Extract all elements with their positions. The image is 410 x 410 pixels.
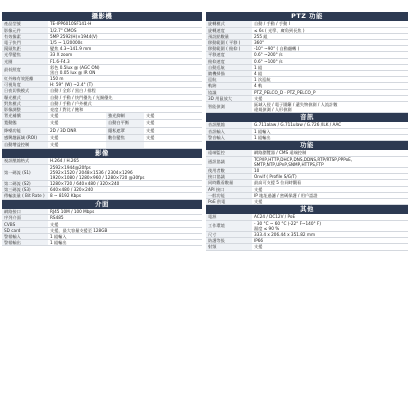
spec-value: TCP/IP,HTTP,DHCP,DNS,DDNS,RTP/RTSP,PPPoE, SMTP,NTP,UPnP,SNMP,HTTPS,FTP	[252, 156, 408, 167]
spec-value: 1 組輸入	[48, 233, 202, 239]
spec-key: 背光補償	[2, 113, 48, 119]
functions-section	[206, 141, 408, 205]
spec-value: 自動 / 全彩 / 黑白 / 排程	[48, 88, 202, 94]
spec-value: IP 地址過濾 / 密碼保護 / 用戶認證	[252, 192, 408, 198]
spec-key: 工作環境	[206, 220, 252, 231]
spec-key: SD card	[2, 227, 48, 233]
spec-row	[206, 220, 408, 231]
spec-row	[2, 164, 202, 180]
spec-key: 數位變焦	[106, 135, 144, 141]
functions-section-header: 功能	[206, 141, 408, 150]
spec-pair-row	[2, 113, 202, 120]
spec-key: 警報輸出	[2, 240, 48, 246]
spec-key: API 接口	[206, 186, 252, 192]
spec-key: 3D 用鼠放大	[206, 95, 252, 101]
spec-key: 協議	[206, 89, 252, 95]
spec-value: PTZ_PELCO_D · PTZ_PELCO_P	[252, 89, 408, 95]
spec-value: TE-IPP6010SF141-H	[48, 21, 202, 27]
spec-value: 4 軌	[252, 83, 408, 89]
spec-row	[206, 199, 408, 205]
spec-key: 序列介面	[2, 215, 48, 221]
spec-key: 軌跡	[206, 83, 252, 89]
interface-section-header: 介面	[2, 200, 202, 209]
spec-key: 電源	[206, 214, 252, 220]
spec-value: 支援	[146, 113, 155, 119]
spec-value: 彩色 0.5lux @ (AGC ON) 黑白 0.05 lux @ IR ON	[48, 64, 202, 75]
spec-pair-row	[2, 142, 202, 149]
spec-pair-row	[2, 128, 202, 135]
spec-value: 1 組輸入	[252, 128, 408, 134]
spec-key: 影像元件	[2, 27, 48, 33]
spec-key: 自動白平衡	[106, 120, 144, 126]
spec-value: 1/5 ~ 1/20000s	[48, 40, 202, 46]
spec-value: 支援	[252, 199, 408, 205]
spec-row	[2, 64, 202, 75]
spec-value: 區域入侵 / 電子圍籬 / 遺失物偵測 / 人流計數 違規偵測 / 人形偵測	[252, 101, 408, 112]
spec-value: 支援	[50, 134, 59, 140]
spec-key: 可視角度	[2, 82, 48, 88]
spec-key: 防護等級	[206, 238, 252, 244]
spec-key: 最低照度	[2, 64, 48, 75]
spec-key: 移動範圍 ( 平移 )	[206, 40, 252, 46]
spec-key: 自動巡航	[206, 64, 252, 70]
spec-value: 最高可支援 5 位同時觀看	[252, 180, 408, 186]
camera-spec-table	[2, 21, 202, 113]
spec-value: 2592×1944@20fps 2592×1520 / 2048×1536 / 2304×1296 1920×1080 / 1280×960 / 1280×720 @30fps	[48, 164, 202, 180]
spec-value: AC24 / DC12V / PoE	[252, 214, 408, 220]
spec-value: 150 m	[48, 76, 202, 82]
spec-key: 第二碼流 (S2)	[2, 181, 48, 187]
spec-value: 支援	[252, 95, 408, 101]
video-section-header: 影像	[2, 149, 202, 158]
spec-value: 2D / 3D DNR	[50, 127, 77, 133]
functions-spec-table	[206, 150, 408, 205]
audio-section	[206, 113, 408, 141]
spec-value: 支援	[146, 127, 155, 133]
spec-value: 支援	[48, 221, 202, 227]
spec-value: 333.4 x 206.44 x 351.82 mm	[252, 232, 408, 238]
spec-key: 旋轉模式	[206, 21, 252, 27]
video-section	[2, 149, 202, 200]
video-spec-table	[2, 158, 202, 200]
spec-value: 網路瀏覽器 / CMS 遠端控制	[252, 150, 408, 156]
camera-section	[2, 12, 202, 149]
spec-value: H.264 / H.265	[48, 158, 202, 164]
spec-row	[206, 156, 408, 167]
spec-value: 4 組	[252, 71, 408, 77]
spec-key: 隨機掃描	[206, 71, 252, 77]
spec-value: 亮度 / 對比 / 飽和	[48, 106, 202, 112]
spec-key	[106, 142, 144, 148]
spec-key: 隱私遮罩	[106, 128, 144, 134]
spec-key: 一般功能	[206, 192, 252, 198]
spec-value: 支援	[50, 113, 59, 119]
spec-value: ≤ 6s ( 光學、廣角到長焦 )	[252, 27, 408, 33]
spec-key: 同時觀看數量	[206, 180, 252, 186]
left-column	[2, 12, 202, 400]
spec-key: 鏡頭焦距	[2, 46, 48, 52]
spec-value: 自動 / 手動 / 快門優先 / 光圈優先	[48, 94, 202, 100]
interface-section	[2, 200, 202, 247]
spec-key: 影像調整	[2, 106, 48, 112]
spec-key: 警音輸入	[206, 135, 252, 141]
spec-key: 自動增益控制	[2, 142, 48, 148]
spec-value: H: 59° (W) ~2.4° (T)	[48, 82, 202, 88]
spec-key: 感興趣區域 (ROI)	[2, 135, 48, 141]
spec-key: 電子快門	[2, 40, 48, 46]
spec-key: 日夜切換模式	[2, 88, 48, 94]
spec-key: 曝光模式	[2, 94, 48, 100]
spec-key: 音訊輸入	[206, 128, 252, 134]
spec-key: 音訊壓縮	[206, 122, 252, 128]
spec-value: 1280×720 / 640×480 / 320×240	[48, 181, 202, 187]
spec-key: 第三碼流 (S3)	[2, 187, 48, 193]
spec-key: CVBS	[2, 221, 48, 227]
other-spec-table	[206, 214, 408, 250]
other-section-header: 其他	[206, 205, 408, 214]
audio-section-header: 音訊	[206, 113, 408, 122]
spec-key: 對焦模式	[2, 100, 48, 106]
spec-value: 1 組輸出	[48, 240, 202, 246]
spec-value: 1 組	[252, 64, 408, 70]
spec-key: 預設點數量	[206, 33, 252, 39]
spec-pair-row	[2, 135, 202, 142]
spec-key: 射頻	[206, 244, 252, 250]
spec-key: 網路接口	[2, 209, 48, 215]
spec-row	[206, 101, 408, 112]
spec-value: 640×480 / 320×240	[48, 187, 202, 193]
spec-pair-row	[2, 120, 202, 127]
spec-key: 有效像素	[2, 33, 48, 39]
spec-row	[2, 106, 202, 112]
spec-key: 警報輸入	[2, 233, 48, 239]
spec-row	[206, 244, 408, 250]
spec-value: G.711alaw / G.711ulaw / G.726 /ILK / AAC	[252, 122, 408, 128]
spec-value: 255 組	[252, 33, 408, 39]
spec-row	[2, 193, 202, 199]
interface-spec-table	[2, 209, 202, 247]
spec-value: 變焦 4.3~141.9 mm	[48, 46, 202, 52]
spec-value: 支援	[50, 141, 59, 147]
spec-value: 1/2.7" CMOS	[48, 27, 202, 33]
spec-key: 紅外線有效距離	[2, 76, 48, 82]
spec-key: 尺寸	[206, 232, 252, 238]
camera-section-header: 攝影機	[2, 12, 202, 21]
spec-value: 33 X zoom	[48, 52, 202, 58]
audio-spec-table	[206, 122, 408, 141]
ptz-section-header: PTZ 功能	[206, 12, 408, 21]
spec-value: 支援	[252, 244, 408, 250]
spec-key: 降噪功能	[2, 128, 48, 134]
spec-row	[206, 135, 408, 141]
spec-value: 10	[252, 168, 408, 174]
spec-value: 1 次巡航	[252, 77, 408, 83]
camera-pairs	[2, 113, 202, 149]
ptz-spec-table	[206, 21, 408, 113]
right-column	[206, 12, 408, 400]
spec-value	[144, 142, 202, 148]
spec-key: 智能偵測	[206, 101, 252, 112]
spec-value: 360°	[252, 40, 408, 46]
spec-value: Onvif ( Profile S/G/T)	[252, 174, 408, 180]
spec-key: 視訊壓縮格式	[2, 158, 48, 164]
spec-value: 1 組輸出	[252, 135, 408, 141]
spec-value: 自動 / 手動 / 戶外模式	[48, 100, 202, 106]
spec-key: 遠端監控	[206, 150, 252, 156]
spec-key: 巡航	[206, 77, 252, 83]
spec-key: 通訊協議	[206, 156, 252, 167]
spec-key: 光學變焦	[2, 52, 48, 58]
spec-value: 自動 / 手動 / 手動 I	[252, 21, 408, 27]
spec-key: 強光抑制	[106, 113, 144, 119]
spec-key: 光圈	[2, 58, 48, 64]
spec-value: 支援	[50, 120, 59, 126]
spec-value: 支援	[146, 134, 155, 140]
spec-key: 平移速度	[206, 52, 252, 58]
spec-key: 俯仰速度	[206, 58, 252, 64]
spec-sheet	[0, 12, 410, 400]
spec-value: 0.6° ~100° /s	[252, 58, 408, 64]
ptz-section	[206, 12, 408, 113]
spec-key: 旋轉速度	[206, 27, 252, 33]
spec-value: -10° ~90° ( 自動翻轉 )	[252, 46, 408, 52]
spec-key: 移動範圍 ( 俯仰 )	[206, 46, 252, 52]
spec-value: 支援，最大容量支援至 128GB	[48, 227, 202, 233]
spec-value: F1.6-F4.3	[48, 58, 202, 64]
spec-key: 第一碼流 (S1)	[2, 164, 48, 180]
spec-value: 5MP 2592(H)×1944(V)	[48, 33, 202, 39]
spec-value: 8 ~ 8192 Kbps	[48, 193, 202, 199]
spec-value: IP66	[252, 238, 408, 244]
spec-value: RJ45 10M / 100 Mbps	[48, 209, 202, 215]
spec-key: 寬動態	[2, 120, 48, 126]
spec-row	[2, 240, 202, 246]
spec-value: 0.6° ~200° /s	[252, 52, 408, 58]
spec-key: 傳輸流量 ( Bit Rate )	[2, 193, 48, 199]
spec-key: 產品型號	[2, 21, 48, 27]
spec-value: 支援	[146, 120, 155, 126]
spec-value: - 30 °C ~ 60 °C (-22° F~140° F) 濕度 ≤ 90 %	[252, 220, 408, 231]
spec-key: 接口協議	[206, 174, 252, 180]
spec-key: PoE 供電	[206, 199, 252, 205]
spec-value: RS485	[48, 215, 202, 221]
spec-key: 使用者數	[206, 168, 252, 174]
spec-value: 支援	[252, 186, 408, 192]
other-section	[206, 205, 408, 250]
